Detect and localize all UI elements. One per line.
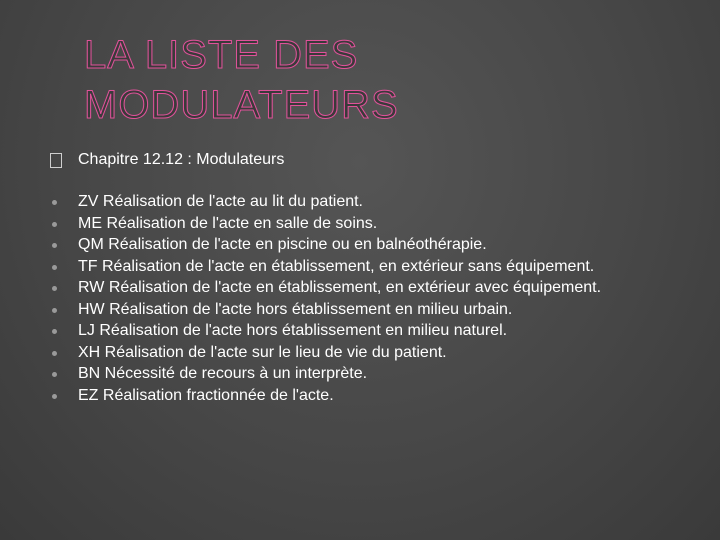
modulateurs-list — [50, 193, 690, 408]
bullet-icon — [52, 372, 57, 377]
bullet-icon — [52, 286, 57, 291]
list-item-text: QM Réalisation de l'acte en piscine ou en balnéothérapie. — [78, 236, 487, 253]
list-item — [50, 236, 690, 254]
list-item-text: RW Réalisation de l'acte en établissement, en extérieur avec équipement. — [78, 279, 602, 296]
slide-title-line-1: LA LISTE DES — [84, 33, 359, 77]
list-item-text: ME Réalisation de l'acte en salle de soins. — [78, 214, 378, 232]
bullet-icon — [52, 265, 57, 270]
bullet-icon — [52, 222, 57, 227]
slide-title-line-2: MODULATEURS — [84, 83, 399, 127]
bullet-icon — [52, 394, 57, 399]
list-item-text: TF Réalisation de l'acte en établissement, en extérieur sans équipement. — [78, 257, 595, 275]
list-item — [50, 344, 690, 362]
bullet-icon — [52, 200, 57, 205]
list-item — [50, 301, 690, 319]
list-item-text: BN Nécessité de recours à un interprète. — [78, 365, 368, 382]
bullet-icon — [52, 351, 57, 356]
chapter-text: Chapitre 12.12 : Modulateurs — [78, 151, 285, 168]
list-item — [50, 258, 690, 276]
list-item-text: EZ Réalisation fractionnée de l'acte. — [78, 386, 334, 404]
list-item-text: ZV Réalisation de l'acte au lit du patient. — [78, 193, 363, 210]
list-item — [50, 193, 690, 211]
bullet-icon — [52, 329, 57, 334]
list-item-text: LJ Réalisation de l'acte hors établissement en milieu naturel. — [78, 322, 508, 339]
list-item-text: HW Réalisation de l'acte hors établissement en milieu urbain. — [78, 300, 513, 318]
list-item — [50, 215, 690, 233]
chapter-heading — [50, 150, 690, 172]
list-item — [50, 365, 690, 383]
list-item — [50, 279, 690, 297]
bullet-icon — [52, 243, 57, 248]
list-item — [50, 322, 690, 340]
list-item — [50, 387, 690, 405]
list-item-text: XH Réalisation de l'acte sur le lieu de vie du patient. — [78, 343, 447, 361]
square-bullet-icon — [50, 153, 62, 168]
bullet-icon — [52, 308, 57, 313]
slide-title — [84, 30, 644, 130]
